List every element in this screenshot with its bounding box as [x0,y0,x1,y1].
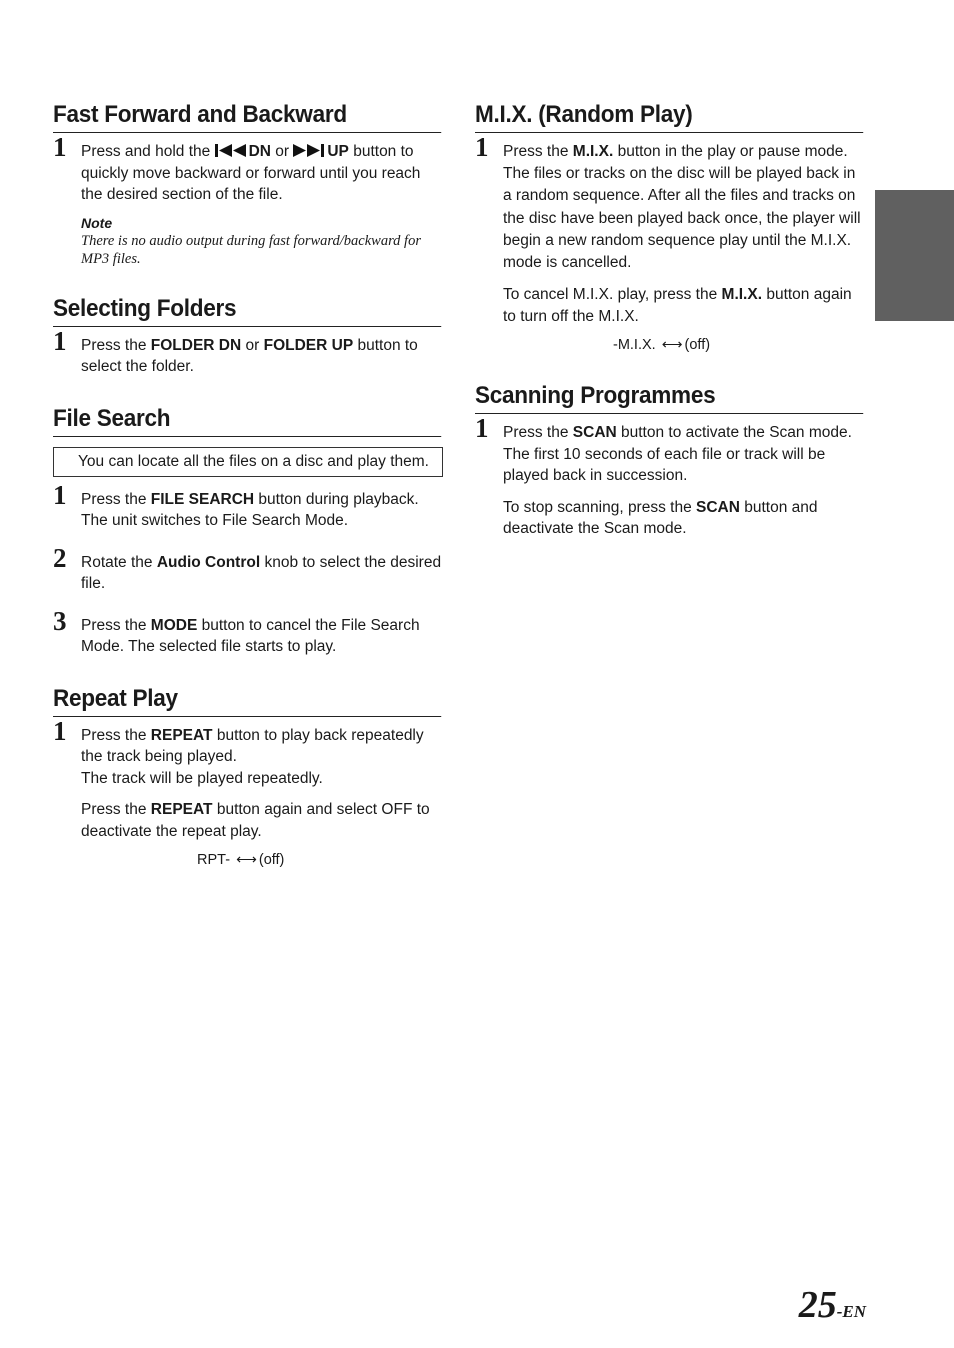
step-number: 1 [475,413,489,444]
mode-label: (off) [684,337,711,354]
step-result: The first 10 seconds of each file or track will be played back in succession. [503,445,826,485]
step-number: 1 [53,479,67,510]
step [53,542,443,595]
text-run: button during playback. The unit switches to File Search Mode. [81,490,419,529]
step-number: 2 [53,542,67,573]
double-arrow-icon: ⟷ [236,852,257,868]
button-name: Audio Control [156,553,261,571]
text-run: To cancel M.I.X. play, press the [503,286,722,304]
text-run: Press and hold the [81,143,215,160]
right-column [475,100,865,566]
step [53,479,443,532]
double-arrow-icon: ⟷ [661,337,683,354]
step-extra [503,284,865,327]
section-title: Scanning Programmes [475,381,864,414]
step-text [81,552,443,595]
button-name: FOLDER UP [263,336,354,354]
step-number: 3 [53,605,67,636]
step [53,325,443,378]
section-title: Fast Forward and Backward [53,100,442,133]
text-run: Press the [81,801,151,818]
text-run: Press the [81,336,151,354]
text-run: Press the [503,143,573,160]
text-run: Press the [81,726,151,744]
step [53,132,443,268]
section-file-search [53,404,443,658]
step-extra [503,497,865,540]
step [53,605,443,658]
button-name: SCAN [572,424,617,442]
text-run: Rotate the [81,553,157,571]
skip-forward-icon [293,144,327,157]
section-selecting-folders [53,294,443,378]
text-run: button to select the folder. [81,336,418,375]
text-run: or [270,143,294,160]
text-run: Press the [81,490,151,508]
button-name: M.I.X. [721,286,763,304]
text-run: To stop scanning, press the [503,498,697,516]
section-title: Repeat Play [53,684,442,717]
mode-cycle [81,850,443,870]
intro-box: You can locate all the files on a disc and play them. [53,447,443,477]
text-run: button in the play or pause mode. The files or tracks on the disc will be played back in a random sequence. After all the files and tracks on the disc have been played back once, the player will begin a new random sequence play until the M.I.X. mode is cancelled. [503,143,861,272]
step-text [81,725,443,768]
skip-back-icon [215,144,249,157]
page-number-value: 25 [798,1284,837,1326]
section-title: Selecting Folders [53,294,442,327]
section-scanning [475,381,865,540]
section-title: M.I.X. (Random Play) [475,100,864,133]
section-mix [475,100,865,355]
section-fast-forward [53,100,443,268]
step [475,132,865,355]
mode-label: -M.I.X. [613,337,656,354]
text-run: button again and select OFF to deactivate the repeat play. [81,801,430,840]
button-name: UP [327,143,349,160]
mode-label: (off) [258,852,285,868]
left-column [53,100,443,896]
text-run: button again to turn off the M.I.X. [503,286,852,325]
button-name: M.I.X. [572,143,614,160]
text-run: button to play back repeatedly the track being played. [81,726,424,765]
chapter-side-tab [875,190,954,321]
text-run: Press the [503,424,573,442]
step-number: 1 [53,132,67,162]
text-run: button to activate the Scan mode. [616,424,852,442]
text-run: button and deactivate the Scan mode. [503,498,818,538]
button-name: MODE [150,616,198,634]
button-name: DN [248,143,271,160]
step-number: 1 [53,325,67,356]
text-run: knob to select the desired file. [81,553,442,592]
step-extra [81,799,443,842]
mode-label: RPT- [197,852,231,868]
step-text [81,489,443,532]
button-name: SCAN [696,498,740,516]
step-result: The track will be played repeatedly. [81,769,323,787]
mode-cycle [503,335,865,355]
page-language-suffix: -EN [836,1302,866,1321]
text-run: button to cancel the File Search Mode. The selected file starts to play. [81,616,420,655]
step-text [503,422,865,444]
step-text [81,615,443,658]
button-name: FOLDER DN [150,336,242,354]
step-text [503,141,865,274]
note-label: Note [81,214,113,231]
section-repeat-play [53,684,443,871]
step [53,715,443,871]
step-text [81,141,443,206]
step-number: 1 [53,715,67,746]
step-text [81,335,443,378]
button-name: REPEAT [150,726,213,744]
section-title: File Search [53,404,442,437]
button-name: REPEAT [150,801,213,818]
text-run: Press the [81,616,151,634]
button-name: FILE SEARCH [150,490,255,508]
text-run: button to quickly move backward or forward until you reach the desired section of the file. [81,143,421,203]
step [475,413,865,540]
page-number [799,1283,866,1327]
text-run: or [241,336,264,354]
step-number: 1 [475,132,489,162]
note-text: There is no audio output during fast forward/backward for MP3 files. [81,232,421,267]
